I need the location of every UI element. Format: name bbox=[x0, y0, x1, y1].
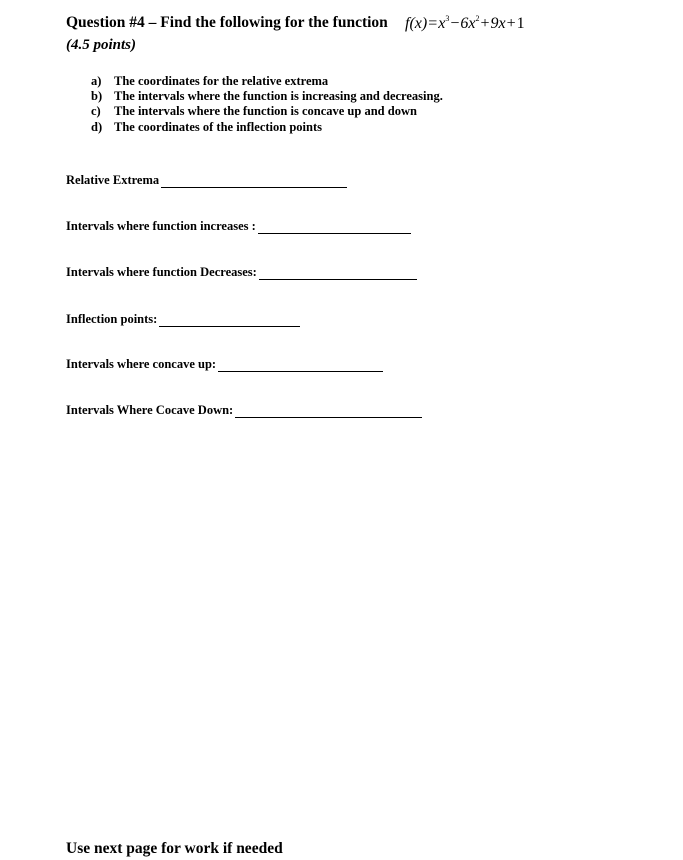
concave-down-blank[interactable] bbox=[235, 405, 422, 418]
formula-term2-base: 6x bbox=[460, 15, 476, 32]
task-item-b bbox=[91, 89, 443, 104]
formula-term1-exponent: 3 bbox=[445, 14, 450, 23]
task-item-c bbox=[91, 104, 443, 119]
formula-term4-sign: + bbox=[506, 15, 516, 32]
relative-extrema-row bbox=[66, 173, 347, 188]
concave-up-label: Intervals where concave up: bbox=[66, 357, 217, 371]
formula-term1-base: x bbox=[438, 15, 446, 32]
inflection-blank[interactable] bbox=[159, 314, 300, 327]
increases-row bbox=[66, 219, 411, 234]
formula-equals: = bbox=[428, 15, 438, 32]
decreases-blank[interactable] bbox=[259, 267, 417, 280]
task-marker: a) bbox=[91, 74, 102, 88]
inflection-label: Inflection points: bbox=[66, 312, 158, 326]
task-item-a bbox=[91, 74, 443, 89]
relative-extrema-blank[interactable] bbox=[161, 175, 347, 188]
task-marker: b) bbox=[91, 89, 103, 104]
formula-lhs: f(x) bbox=[405, 15, 428, 32]
function-formula bbox=[405, 14, 525, 33]
formula-term4: 1 bbox=[516, 15, 525, 32]
task-text: The intervals where the function is increasing and decreasing. bbox=[114, 89, 443, 104]
concave-up-row bbox=[66, 357, 383, 372]
decreases-row bbox=[66, 265, 417, 280]
task-list bbox=[91, 74, 443, 135]
increases-blank[interactable] bbox=[258, 221, 411, 234]
question-points: (4.5 points) bbox=[66, 37, 137, 53]
task-item-d bbox=[91, 120, 443, 135]
task-text: The coordinates for the relative extrema bbox=[114, 74, 329, 88]
inflection-row bbox=[66, 312, 300, 327]
task-text: The coordinates of the inflection points bbox=[114, 119, 322, 134]
concave-up-blank[interactable] bbox=[218, 359, 383, 372]
question-title: Question #4 – Find the following for the function bbox=[66, 14, 388, 31]
decreases-label: Intervals where function Decreases: bbox=[66, 265, 257, 279]
task-marker: c) bbox=[91, 104, 101, 119]
relative-extrema-label: Relative Extrema bbox=[66, 173, 160, 187]
formula-term2-exponent: 2 bbox=[475, 14, 480, 23]
increases-label: Intervals where function increases : bbox=[66, 219, 256, 233]
task-text: The intervals where the function is concave up and down bbox=[114, 104, 417, 119]
footer-note: Use next page for work if needed bbox=[66, 840, 283, 857]
task-marker: d) bbox=[91, 119, 103, 134]
concave-down-row bbox=[66, 403, 422, 418]
concave-down-label: Intervals Where Cocave Down: bbox=[66, 403, 234, 417]
formula-term3: 9x bbox=[490, 15, 506, 32]
formula-term3-sign: + bbox=[480, 15, 490, 32]
formula-term2-sign: − bbox=[450, 15, 460, 32]
